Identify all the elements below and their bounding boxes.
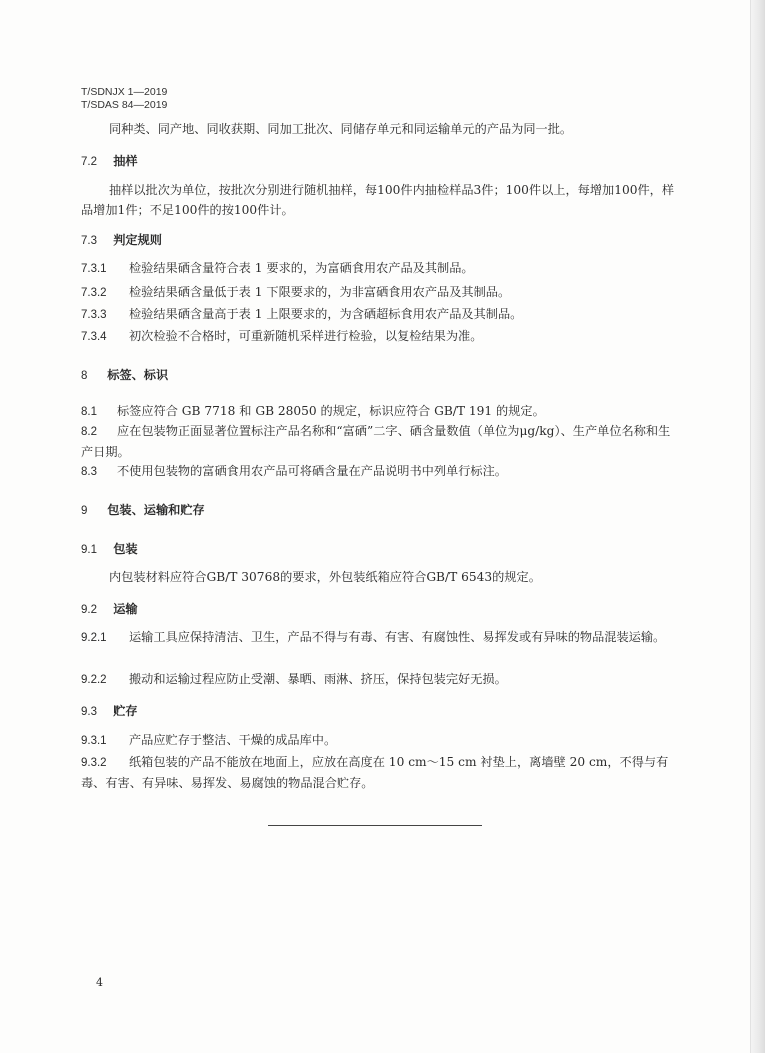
clause-number: 8.1 [81, 406, 97, 418]
clause-number: 7.3.3 [81, 309, 107, 321]
clause-text: 标签应符合 GB 7718 和 GB 28050 的规定，标识应符合 GB/T 191 的规定。 [117, 404, 545, 418]
heading-8-title: 标签、标识 [107, 368, 169, 382]
heading-7-3-title: 判定规则 [113, 233, 162, 247]
clause-9-3-2 [81, 752, 681, 793]
heading-9-title: 包装、运输和贮存 [107, 503, 205, 517]
heading-9-2-title: 运输 [113, 602, 138, 616]
clause-number: 8.2 [81, 426, 97, 438]
clause-8-2 [81, 421, 681, 462]
page-number: 4 [96, 976, 103, 989]
end-rule [268, 825, 482, 826]
clause-text: 产品应贮存于整洁、干燥的成品库中。 [129, 733, 337, 747]
standard-header [81, 86, 167, 112]
heading-7-2 [81, 152, 138, 169]
heading-7-2-title: 抽样 [113, 154, 138, 168]
heading-8 [81, 366, 168, 383]
clause-7-3-4 [81, 326, 681, 347]
clause-9-3-1 [81, 730, 681, 751]
clause-number: 9.2.1 [81, 632, 107, 644]
heading-7-2-number: 7.2 [81, 156, 97, 168]
clause-number: 7.3.4 [81, 331, 107, 343]
clause-text: 应在包装物正面显著位置标注产品名称和“富硒”二字、硒含量数值（单位为μg/kg）、生产单位名称和生产日期。 [81, 424, 671, 459]
clause-8-1 [81, 401, 681, 422]
clause-text: 检验结果硒含量符合表 1 要求的，为富硒食用农产品及其制品。 [129, 261, 474, 275]
clause-number: 9.3.2 [81, 757, 107, 769]
heading-7-3-number: 7.3 [81, 235, 97, 247]
heading-9-2 [81, 600, 138, 617]
clause-7-3-2 [81, 282, 681, 303]
clause-number: 9.3.1 [81, 735, 107, 747]
heading-9-2-number: 9.2 [81, 604, 97, 616]
clause-7-3-3 [81, 304, 681, 325]
heading-9-3 [81, 702, 138, 719]
clause-8-3 [81, 461, 681, 482]
heading-7-3 [81, 231, 162, 248]
scan-edge [750, 0, 765, 1053]
heading-9-3-number: 9.3 [81, 706, 97, 718]
clause-text: 纸箱包装的产品不能放在地面上，应放在高度在 10 cm～15 cm 衬垫上，离墙壁 20 cm，不得与有毒、有害、有异味、易挥发、易腐蚀的物品混合贮存。 [81, 755, 669, 790]
clause-number: 8.3 [81, 466, 97, 478]
clause-9-2-2 [81, 669, 681, 690]
clause-text: 搬动和运输过程应防止受潮、暴晒、雨淋、挤压，保持包装完好无损。 [129, 672, 507, 686]
heading-9-1-title: 包装 [113, 542, 138, 556]
header-line-1: T/SDNJX 1—2019 [81, 86, 168, 98]
heading-9-number: 9 [81, 505, 88, 517]
clause-text: 运输工具应保持清洁、卫生，产品不得与有毒、有害、有腐蚀性、易挥发或有异味的物品混装运输。 [129, 630, 666, 644]
heading-9-1 [81, 540, 138, 557]
clause-text: 初次检验不合格时，可重新随机采样进行检验，以复检结果为准。 [129, 329, 483, 343]
header-line-2: T/SDAS 84—2019 [81, 99, 168, 111]
paragraph-9-1: 内包装材料应符合GB/T 30768的要求，外包装纸箱应符合GB/T 6543的规定。 [109, 570, 541, 584]
heading-9-3-title: 贮存 [113, 704, 138, 718]
intro-paragraph: 同种类、同产地、同收获期、同加工批次、同储存单元和同运输单元的产品为同一批。 [109, 122, 573, 136]
clause-number: 7.3.1 [81, 263, 107, 275]
heading-8-number: 8 [81, 370, 88, 382]
clause-text: 检验结果硒含量低于表 1 下限要求的，为非富硒食用农产品及其制品。 [129, 285, 511, 299]
clause-9-2-1 [81, 627, 681, 648]
heading-9-1-number: 9.1 [81, 544, 97, 556]
heading-9 [81, 501, 205, 518]
clause-number: 9.2.2 [81, 674, 107, 686]
paragraph-7-2: 抽样以批次为单位，按批次分别进行随机抽样，每100件内抽检样品3件；100件以上，每增加100件，样品增加1件；不足100件的按100件计。 [81, 183, 675, 217]
clause-text: 不使用包装物的富硒食用农产品可将硒含量在产品说明书中列单行标注。 [117, 464, 507, 478]
clause-number: 7.3.2 [81, 287, 107, 299]
clause-text: 检验结果硒含量高于表 1 上限要求的，为含硒超标食用农产品及其制品。 [129, 307, 523, 321]
clause-7-3-1 [81, 258, 681, 279]
